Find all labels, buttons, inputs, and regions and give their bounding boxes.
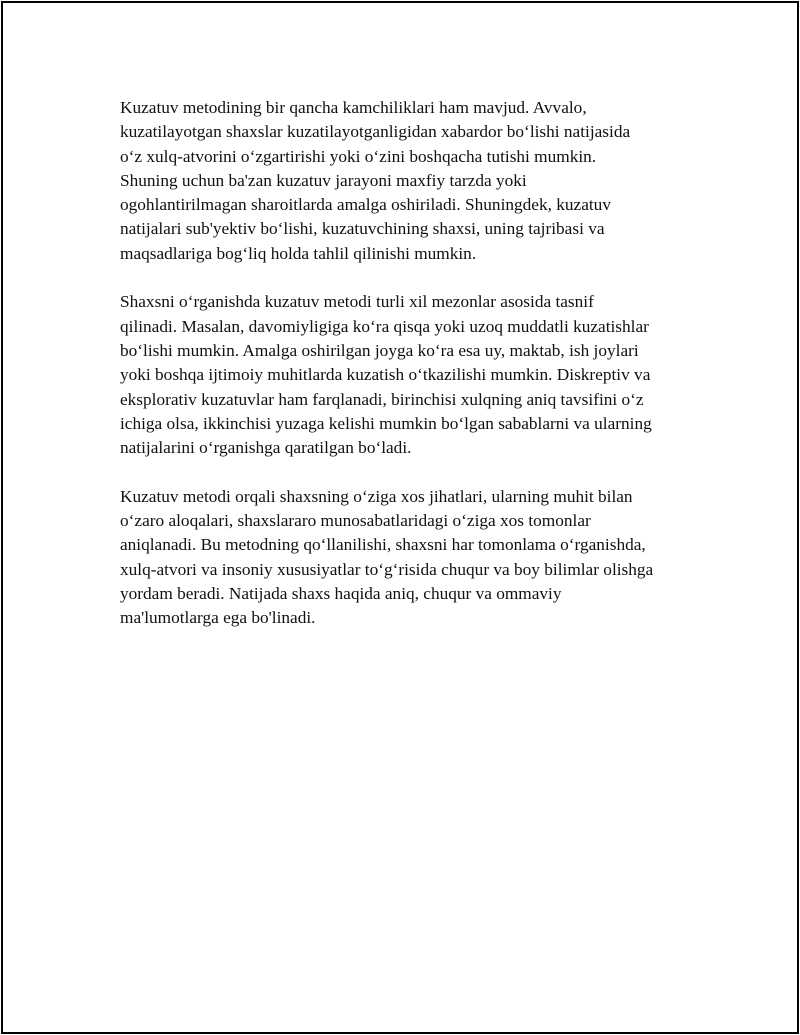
paragraph-line: o‘z xulq-atvorini o‘zgartirishi yoki o‘zini boshqacha tutishi mumkin. (120, 146, 597, 166)
paragraph-line: ma'lumotlarga ega bo'linadi. (120, 608, 316, 628)
paragraph-line: natijalarini o‘rganishga qaratilgan bo‘ladi. (120, 438, 412, 458)
paragraph-line: qilinadi. Masalan, davomiyligiga ko‘ra qisqa yoki uzoq muddatli kuzatishlar (120, 316, 649, 336)
paragraph-line: maqsadlariga bog‘liq holda tahlil qilinishi mumkin. (120, 243, 477, 263)
paragraph-line: yordam beradi. Natijada shaxs haqida aniq, chuqur va ommaviy (120, 583, 562, 603)
paragraph-line: Shaxsni o‘rganishda kuzatuv metodi turli xil mezonlar asosida tasnif (120, 292, 594, 312)
paragraph-line: Kuzatuv metodining bir qancha kamchiliklari ham mavjud. Avvalo, (120, 98, 587, 117)
paragraph-line: yoki boshqa ijtimoiy muhitlarda kuzatish o‘tkazilishi mumkin. Diskreptiv va (120, 365, 651, 385)
paragraph-line: ogohlantirilmagan sharoitlarda amalga oshiriladi. Shuningdek, kuzatuv (120, 195, 611, 215)
paragraph-line: eksplorativ kuzatuvlar ham farqlanadi, birinchisi xulqning aniq tavsifini o‘z (120, 389, 644, 409)
paragraph-line: bo‘lishi mumkin. Amalga oshirilgan joyga ko‘ra esa uy, maktab, ish joylari (120, 340, 639, 360)
paragraph-line: ichiga olsa, ikkinchisi yuzaga kelishi mumkin bo‘lgan sabablarni va ularning (120, 413, 652, 433)
paragraph-1 (120, 96, 696, 266)
paragraph-line: Shuning uchun ba'zan kuzatuv jarayoni maxfiy tarzda yoki (120, 170, 527, 190)
page-frame (1, 1, 799, 1034)
paragraph-line: xulq-atvori va insoniy xususiyatlar to‘g‘risida chuqur va boy bilimlar olishga (120, 559, 654, 579)
paragraph-line: natijalari sub'yektiv bo‘lishi, kuzatuvchining shaxsi, uning tajribasi va (120, 219, 605, 239)
paragraph-line: o‘zaro aloqalari, shaxslararo munosabatlaridagi o‘ziga xos tomonlar (120, 511, 591, 531)
paragraph-2 (120, 290, 696, 460)
paragraph-line: aniqlanadi. Bu metodning qo‘llanilishi, shaxsni har tomonlama o‘rganishda, (120, 535, 646, 555)
paragraph-line: Kuzatuv metodi orqali shaxsning o‘ziga xos jihatlari, ularning muhit bilan (120, 486, 633, 506)
paragraph-line: kuzatilayotgan shaxslar kuzatilayotganligidan xabardor bo‘lishi natijasida (120, 122, 631, 142)
document-body (120, 96, 696, 655)
paragraph-3 (120, 485, 696, 631)
